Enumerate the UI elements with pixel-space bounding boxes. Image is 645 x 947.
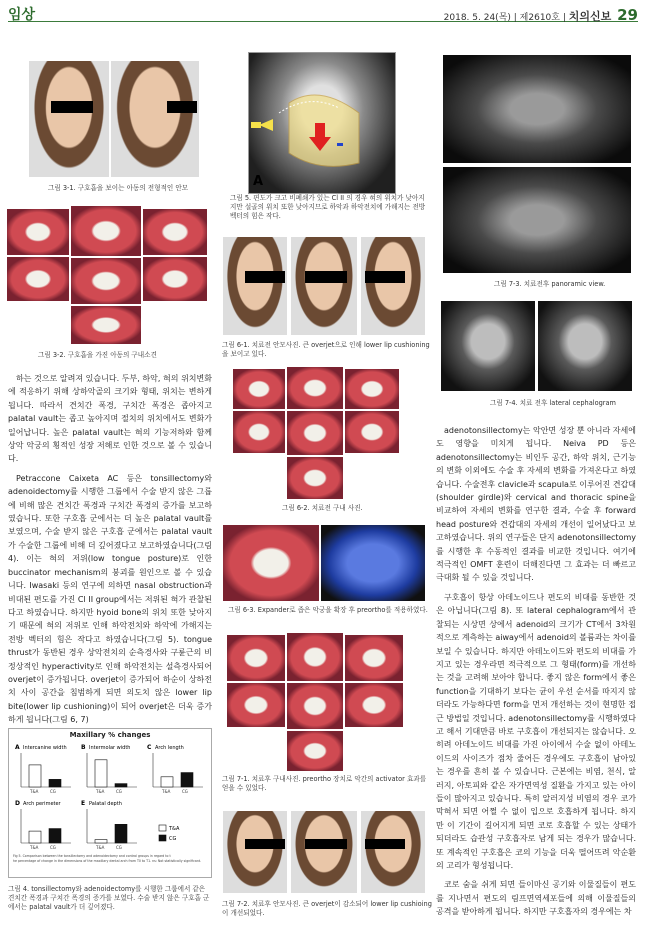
pre-intraoral-7 (286, 456, 344, 500)
post-intraoral-7 (286, 730, 344, 772)
chart-footnote-cont: he percentage of change in the dimensions of the maxillary dental arch from T0 to T1. ns: Not statistically significant. (13, 859, 202, 863)
panel-title: Arch length (155, 745, 184, 751)
panel-label: C (147, 744, 152, 751)
caption-fig7-4: 그림 7-4. 치료 전후 lateral cephalogram (490, 399, 616, 407)
post-treatment-side-photo-1 (222, 810, 288, 894)
panel-title: Intermolar width (89, 745, 131, 751)
paragraph: 코로 숨을 쉬게 되면 들이마신 공기와 이물질들이 편도를 지나면서 편도의 림프면역세포들에 의해 이물질들의 공격을 받아하게 됩니다. 하지만 구호흡자의 경우에는 차 (436, 880, 636, 917)
bar-T&A (161, 777, 173, 787)
tick-label: T&A (96, 789, 105, 794)
paragraph: adenotonsillectomy는 악안면 성장 뿐 아니라 자세에도 영향을 미치게 됩니다. Neiva PD 등은 adenotonsillectomy는 비인두 공간, 하악 위치, 근기능의 변화 이외에도 수술 후 자세의 변화를 가져온다고 하였습니다. 수술전후 clavicle과 scapula로 이루어진 견갑대(shoulder girdle)와 cervical and thoracic spine을 비교하여 자세의 변화를 연구한 결과, 수술 후 forward head posture와 견갑대의 자세의 개선이 일어났다고 보고하였습니다. 위의 연구들은 단지 adenotonsillectomy를 시행한 후 수동적인 결과를 비교한 것입니다. 여기에 적극적인 OMFT 훈련이 더해진다면 그 효과는 더 빠르고 극대화 될 수 있을 것입니다. (436, 426, 636, 583)
panoramic-xray-post (442, 166, 632, 274)
chart-title: Maxillary % changes (69, 731, 151, 739)
caption-fig7-2: 그림 7-2. 치료후 안모사진. 큰 overjet이 감소되어 lower lip cushioing이 개선되었다. (222, 900, 432, 917)
lateral-ceph-pre (440, 300, 536, 392)
post-intraoral-2 (286, 632, 344, 682)
tick-label: CG (182, 789, 188, 794)
bar-T&A (95, 840, 107, 843)
bar-T&A (29, 831, 41, 843)
caption-fig3-1: 그림 3-1. 구호흡을 보이는 아동의 전형적인 안모 (48, 184, 189, 192)
panel-label: A (15, 744, 20, 751)
pre-treatment-side-photo-2 (360, 236, 426, 336)
page-header (8, 4, 638, 22)
panel-title: Intercanine width (23, 745, 67, 751)
intraoral-photo-3 (142, 208, 208, 256)
post-intraoral-6 (344, 682, 404, 728)
figure-panel-label: A (253, 174, 264, 189)
bar-T&A (29, 765, 41, 787)
caption-fig5: 그림 5. 편도가 크고 비폐쇄가 있는 Cl II 의 경우 혀의 위치가 낮아지지만 설골의 위치 또한 낮아지므로 하악과 하악전치에 가해지는 전방 벡터의 힘은 작다. (230, 194, 426, 220)
issue-date: 2018. 5. 24(목) (443, 13, 511, 23)
panel-label: D (15, 800, 20, 807)
post-treatment-front-photo (290, 810, 358, 894)
pre-treatment-front-photo (290, 236, 358, 336)
intraoral-photo-4 (6, 256, 70, 302)
chart-footnote: Fig 5. Comparison between the tonsillectomy and adenoidectomy and control groups in regard to t (13, 854, 171, 858)
legend-label: T&A (169, 826, 180, 832)
tick-label: CG (50, 789, 56, 794)
paragraph: 구호흡이 항상 아데노이드나 편도의 비대를 동반한 것은 아닙니다(그림 8). 또 lateral cephalogram에서 관찰되는 시상면 상에서 adenoid의 크기가 CT에서 3차원적으로 계측하는 aiway에서 adenoid의 볼륨과는 차이를 보일 수 있습니다. 하지만 아데노이드와 편도의 비대를 가지고 있는 경우라면 적극적으로 그 형태(form)를 개선하는 것을 고려해 보아야 합니다. 좋지 않은 form에서 좋은 function을 기대하기 보다는 균이 우선 순서를 따지지 않더라도 가능하다면 form을 먼저 개선하는 것이 현명한 접근 방법일 것입니다. adenotonsillectomy를 시행하였다고 해서 기대만큼 바로 구호흡이 개선되지는 않습니다. 오히려 아데노이드 비대를 가진 아이에서 수술 없이 아데노이드의 사이즈가 점차 줄어든 경우에도 구호흡이 남아있는 경우를 흔히 볼 수 있습니다. 근본에는 비염, 천식, 알러지, 아토피와 같은 자가면역성 질환을 가지고 있는 아이들이 많아지고 있습니다. 특히 알러지성 비염의 경우 코가 막혀서 되면 어쩔 수 없이 입으로 호흡하게 됩니다. 하지만 이 기간이 길어지게 되면 코로 호흡할 수 있는 상태가 되더라도 습관성 구호흡자로 남게 되는 경우가 많습니다. 또 계속적인 구호흡은 코의 기능을 더욱 떨어뜨려 악순환의 고리가 형성됩니다. (436, 592, 636, 870)
panoramic-xray-pre (442, 54, 632, 164)
tick-label: CG (50, 845, 56, 850)
caption-fig6-3: 그림 6-3. Expander로 좁은 악궁을 확장 후 preortho를 적용하였다. (228, 606, 428, 614)
body-column-3 (436, 424, 636, 925)
post-intraoral-1 (226, 634, 286, 682)
tick-label: CG (116, 845, 122, 850)
tick-label: CG (116, 789, 122, 794)
panel-label: B (81, 744, 86, 751)
caption-fig6-1: 그림 6-1. 치료전 안모사진. 큰 overjet으로 인해 lower lip cushioning을 보이고 있다. (222, 341, 430, 358)
intraoral-photo-6 (142, 256, 208, 302)
legend-swatch (159, 835, 166, 841)
header-info: 2018. 5. 24(목) | 제2610호 | 치의신보 29 (443, 6, 638, 24)
caption-fig7-1: 그림 7-1. 치료후 구내사진. preortho 장치로 악간의 activator 효과를 얻을 수 있었다. (222, 775, 427, 792)
body-column-1 (8, 372, 212, 733)
bar-CG (115, 784, 127, 787)
lateral-ceph-post (537, 300, 633, 392)
cephalogram-fig5 (248, 52, 396, 194)
pre-intraoral-5 (286, 410, 344, 456)
post-treatment-side-photo-2 (360, 810, 426, 894)
preortho-appliance-photo (320, 524, 426, 602)
bar-CG (115, 824, 127, 843)
bar-CG (49, 829, 61, 843)
panel-label: E (81, 800, 86, 807)
pre-treatment-side-photo-1 (222, 236, 288, 336)
legend-label: CG (169, 836, 177, 842)
paragraph: Petraccone Caixeta AC 등은 tonsillectomy와 adenoidectomy를 시행한 그룹에서 수술 받지 않은 그룹에 비해 많은 견치간 폭경과 구치간 폭경의 증가를 보고하였습니다. 또한 구호흡 군에서는 더 높은 palatal vault를 보였으며, 수술 받지 않은 구호흡 군에서는 palatal vault가 수술한 그룹에 비해 더 깊어졌다고 보고하였습니다(그림 4). 이는 혀의 저위(low tongue posture)로 인한 buccinator mechanism의 붕괴를 원인으로 볼 수 있습니다. Iwasaki 등의 연구에 의하면 nasal obstruction과 비대된 편도를 가진 Cl II group에서는 저위된 혀가 관찰된다고 하였습니다. 하지만 hyoid bone의 위치 또한 낮아지기 때문에 혀의 저위로 인해 하악전치와 하악에 가해지는 전방 벡터의 힘은 작다고 하였습니다(그림 5). tongue thrust가 동반된 경우 상악전치의 순측경사와 구륜근의 비정상적인 hyperactivity로 인해 하악전치는 설측경사되어 overjet이 증가됩니다. overjet이 증가되어 하순이 상하전치 사이 공간을 침범하게 되면 의도치 않은 lower lip bite(lower lip cushioning)이 되어 overjet은 더욱 증가하게 됩니다(그림 6, 7) (8, 473, 212, 725)
bar-T&A (95, 760, 107, 787)
caption-fig7-3: 그림 7-3. 치료전후 panoramic view. (494, 280, 606, 288)
issue-number: 제2610호 (519, 13, 560, 23)
post-intraoral-4 (226, 682, 286, 728)
pre-intraoral-1 (232, 368, 286, 410)
pre-intraoral-3 (344, 368, 400, 410)
intraoral-photo-1 (6, 208, 70, 256)
section-title: 임상 (8, 7, 36, 23)
bar-CG (181, 773, 193, 787)
legend-swatch (159, 825, 166, 831)
pre-intraoral-4 (232, 410, 286, 454)
patient-side-photo (110, 60, 200, 178)
panel-title: Arch perimeter (23, 801, 61, 807)
intraoral-photo-7 (70, 305, 142, 345)
chart-fig4 (8, 728, 212, 878)
intraoral-photo-5 (70, 257, 142, 305)
tick-label: T&A (30, 789, 39, 794)
caption-fig3-2: 그림 3-2. 구호흡을 가진 아동의 구내소견 (38, 351, 157, 359)
tick-label: T&A (96, 845, 105, 850)
post-intraoral-3 (344, 634, 404, 682)
page-number: 29 (617, 6, 638, 24)
panel-title: Palatal depth (89, 801, 122, 807)
caption-fig4: 그림 4. tonsillectomy와 adenoidectomy를 시행한 그룹에서 같은 견치간 폭경과 구치간 폭경의 증가를 보였다. 수술 받지 않은 구호흡 군에서는 palatal vault가 더 깊어졌다. (8, 885, 210, 911)
post-intraoral-5 (286, 682, 344, 730)
tick-label: T&A (30, 845, 39, 850)
tick-label: T&A (162, 789, 171, 794)
paragraph: 하는 것으로 알려져 있습니다. 두부, 하악, 혀의 위치변화에 적응하기 위해 상하악골의 크기와 형태, 위치는 변하게 됩니다. 따라서 견치간 폭경, 구치간 폭경은 좁아지고 palatal vault는 좁고 높아지며 절치의 위치에서도 변화가 일어납니다. 높은 palatal vault는 혀의 기능저하와 함께 상악 악궁의 횡적인 성장 저해로 인한 것으로 볼 수 있습니다. (8, 374, 212, 464)
caption-fig6-2: 그림 6-2. 치료전 구내 사진. (282, 504, 363, 512)
pre-intraoral-2 (286, 366, 344, 410)
bar-CG (49, 779, 61, 787)
intraoral-photo-2 (70, 205, 142, 257)
chart-svg (9, 729, 211, 877)
newspaper-name: 치의신보 (568, 10, 612, 23)
expander-photo (222, 524, 320, 602)
pre-intraoral-6 (344, 410, 400, 454)
patient-front-photo (28, 60, 110, 178)
